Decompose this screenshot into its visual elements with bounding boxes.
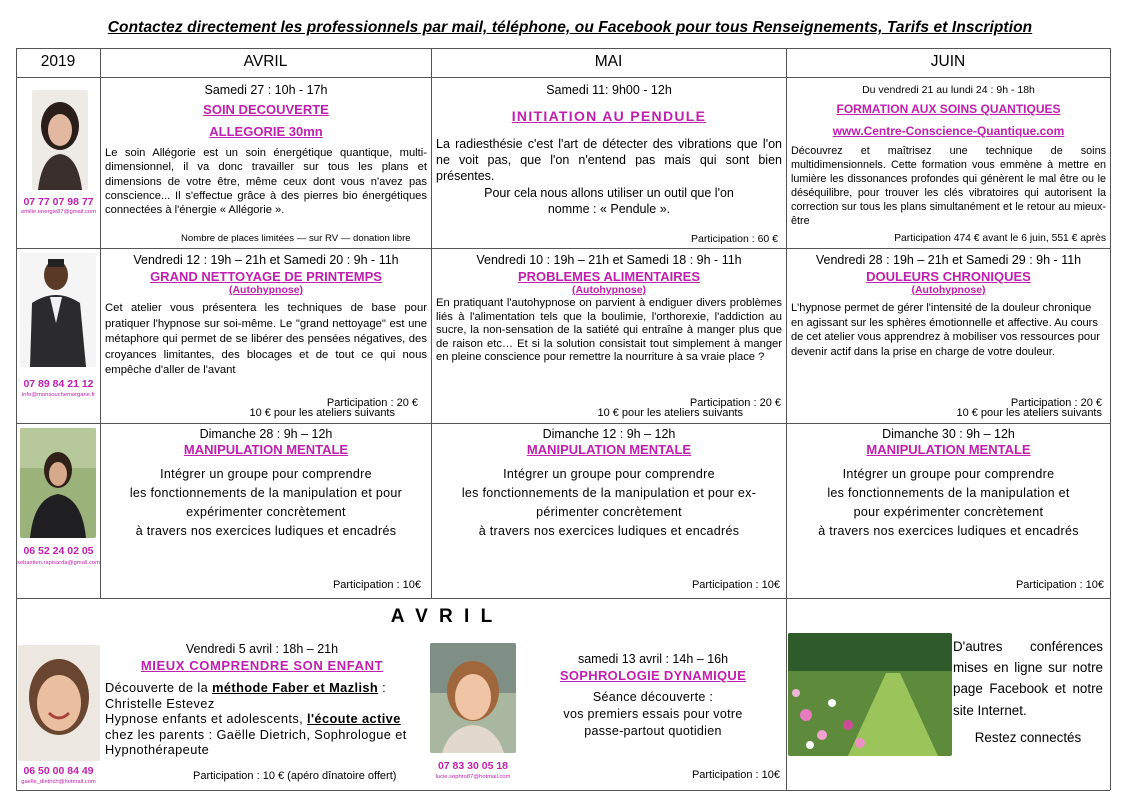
event-title: INITIATION AU PENDULE (511, 108, 707, 124)
event-description: Cet atelier vous présentera les techniques de base pour pratiquer l'hypnose sur soi-même. Le "grand nettoyage" est une métaphore qui permet de se libérer des pensées négatives, des croyances limitantes, des blocages et de tout ce qui nous empêche d'aller de l'avant (105, 302, 427, 376)
event-price-followup: 10 € pour les ateliers suivants (956, 407, 1102, 419)
event-may-alimentaires (432, 249, 786, 423)
event-title: SOPHROLOGIE DYNAMIQUE (559, 668, 747, 683)
event-price-followup: 10 € pour les ateliers suivants (597, 407, 743, 419)
event-title: PROBLEMES ALIMENTAIRES (517, 269, 700, 284)
year-label: 2019 (40, 53, 76, 70)
therapist-photo-4 (18, 645, 100, 761)
event-price-followup: 10 € pour les ateliers suivants (249, 407, 395, 419)
email-1: emilie.energie87@gmail.com (21, 209, 96, 215)
month-april: AVRIL (243, 53, 288, 70)
event-description: La radiesthésie c'est l'art de détecter des vibrations que l'on ne voit pas, que l'on n'entend pas mais qui sont bien présentes. (436, 137, 782, 184)
event-line-4: à travers nos exercices ludiques et encadrés (135, 524, 397, 538)
event-price: Participation : 10€ (691, 579, 780, 591)
event-line-2: vos premiers essais pour votre (563, 707, 743, 721)
bottom-month-title: A V R I L (390, 606, 496, 627)
text-emphasis: l'écoute active (307, 711, 401, 726)
phone-2: 07 89 84 21 12 (23, 378, 94, 390)
event-description: Le soin Allégorie est un soin énergétique quantique, multi-dimensionnel, il va donc travailler sur tous les plans et dimensions de votre être, même ceux dont vous n'avez pas conscience... Il s'effectue grâce à des pierres bio énergétiques connectées à l'énergie « Allégorie ». (105, 147, 427, 217)
phone-1: 07 77 07 98 77 (23, 196, 94, 208)
event-title: FORMATION AUX SOINS QUANTIQUES (836, 102, 1061, 116)
event-price: Participation : 20 € (326, 397, 418, 409)
event-title: MANIPULATION MENTALE (526, 442, 692, 457)
event-line-2: les fonctionnements de la manipulation et pour (129, 486, 403, 500)
event-line-1: Intégrer un groupe pour comprendre (842, 467, 1055, 481)
event-price: Participation : 10€ (691, 769, 780, 781)
event-may-pendule (432, 78, 786, 248)
text-emphasis: méthode Faber et Mazlish (212, 680, 379, 695)
event-title: DOULEURS CHRONIQUES (866, 269, 1031, 284)
therapist-photo-2 (20, 253, 96, 367)
event-jun-formation (787, 78, 1110, 248)
event-date: Samedi 27 : 10h - 17h (204, 83, 328, 97)
event-price: Participation : 10 € (apéro dînatoire offert) (193, 770, 397, 782)
email-4: gaelle_dietrich@hotmail.com (21, 779, 96, 785)
info-panel (953, 636, 1103, 786)
email-5: lucie.sophro87@hotmail.com (435, 774, 511, 780)
event-date: Vendredi 5 avril : 18h – 21h (185, 642, 339, 656)
event-date: Dimanche 30 : 9h – 12h (882, 427, 1015, 441)
month-may: MAI (594, 53, 623, 70)
event-line-1: Intégrer un groupe pour comprendre (503, 467, 715, 481)
therapist-photo-3 (20, 428, 96, 538)
event-line-3: périmenter concrètement (536, 505, 682, 519)
event-title: MANIPULATION MENTALE (183, 442, 349, 457)
event-title: MANIPULATION MENTALE (866, 442, 1031, 457)
event-price: Participation : 10€ (1015, 579, 1104, 591)
therapist-photo-5 (430, 643, 516, 753)
event-date: Samedi 11: 9h00 - 12h (546, 83, 672, 97)
event-price: Participation : 10€ (332, 579, 421, 591)
event-description: En pratiquant l'autohypnose on parvient à endiguer divers problèmes liés à l'alimentation tels que la boulimie, l'orthorexie, l'addiction au sucre, la non-sensation de la satiété qui entraîne à manger plus que de raison etc… Et si la solution consistait tout simplement à manger en pleine conscience pour remettre la nourriture à sa vraie place ? (436, 297, 782, 364)
text-part: Christelle Estevez (105, 695, 215, 711)
event-description-2: Pour cela nous allons utiliser un outil que l'on nomme : « Pendule ». (484, 185, 734, 216)
event-description: L'hypnose permet de gérer l'intensité de la douleur chronique en agissant sur les sphères émotionnelle et affective. Au cours de cet atelier vous apprendrez à mobiliser vos ressources pour devenir actif dans la prise en charge de votre douleur. (791, 302, 1100, 358)
event-title: SOIN DECOUVERTE (203, 102, 329, 117)
text-part: chez les parents : Gaëlle Dietrich, Sophrologue et Hypnothérapeute (105, 726, 407, 757)
event-apr-manipulation (101, 424, 431, 598)
event-line-3: expérimenter concrètement (186, 505, 346, 519)
phone-4: 06 50 00 84 49 (23, 765, 94, 777)
event-line-3: pour expérimenter concrètement (853, 505, 1044, 519)
event-date: Dimanche 12 : 9h – 12h (542, 427, 676, 441)
event-subtitle: (Autohypnose) (571, 284, 647, 296)
page-header: Contactez directement les professionnels par mail, téléphone, ou Facebook pour tous Renseignements, Tarifs et Inscription (107, 19, 1033, 36)
event-title: MIEUX COMPRENDRE SON ENFANT (140, 658, 384, 673)
event-website[interactable]: www.Centre-Conscience-Quantique.com (832, 124, 1065, 138)
event-may-manipulation (432, 424, 786, 598)
event-date: Vendredi 28 : 19h – 21h et Samedi 29 : 9h - 11h (815, 253, 1082, 267)
therapist-photo-1 (32, 90, 88, 190)
event-bottom-sophrologie (520, 648, 786, 790)
info-text: D'autres conférences mises en ligne sur notre page Facebook et notre site Internet. (953, 639, 1103, 718)
event-price: Participation : 20 € (1010, 397, 1102, 409)
event-title: GRAND NETTOYAGE DE PRINTEMPS (150, 269, 382, 284)
event-description (101, 680, 423, 758)
event-date: Vendredi 10 : 19h – 21h et Samedi 18 : 9h - 11h (476, 253, 742, 267)
event-price: Nombre de places limitées — sur RV — donation libre (181, 233, 411, 244)
text-part: : (378, 680, 387, 695)
event-apr-soin (101, 78, 431, 248)
event-date: Vendredi 12 : 19h – 21h et Samedi 20 : 9h - 11h (133, 253, 399, 267)
event-bottom-enfant (101, 640, 423, 790)
phone-5: 07 83 30 05 18 (437, 760, 509, 772)
event-apr-nettoyage (101, 249, 431, 423)
event-date: Du vendredi 21 au lundi 24 : 9h - 18h (862, 84, 1035, 96)
event-line-1: Intégrer un groupe pour comprendre (160, 467, 372, 481)
event-date: samedi 13 avril : 14h – 16h (577, 652, 729, 666)
info-closing: Restez connectés (974, 729, 1082, 745)
event-price: Participation 474 € avant le 6 juin, 551 € après (894, 233, 1106, 244)
email-3: sebastien.rapisarda@gmail.com (17, 560, 100, 566)
event-line-2: les fonctionnements de la manipulation et (827, 486, 1070, 500)
event-subtitle: ALLEGORIE 30mn (209, 124, 323, 139)
phone-3: 06 52 24 02 05 (23, 545, 94, 557)
event-price: Participation : 20 € (689, 397, 781, 409)
text-part: Découverte de la (105, 680, 213, 695)
text-part: Hypnose enfants et adolescents, (105, 711, 308, 726)
event-jun-manipulation (787, 424, 1110, 598)
garden-photo (788, 633, 952, 756)
event-date: Dimanche 28 : 9h – 12h (199, 427, 333, 441)
event-price: Participation : 60 € (691, 233, 778, 245)
event-line-1: Séance découverte : (592, 690, 714, 704)
event-subtitle: (Autohypnose) (911, 284, 986, 296)
event-line-4: à travers nos exercices ludiques et encadrés (478, 524, 740, 538)
event-line-4: à travers nos exercices ludiques et encadrés (818, 524, 1079, 538)
email-2: info@monsouchemorgane.fr (21, 392, 96, 398)
event-jun-douleurs (787, 249, 1110, 423)
event-line-2: les fonctionnements de la manipulation et pour ex- (461, 486, 757, 500)
month-june: JUIN (930, 53, 966, 70)
event-subtitle: (Autohypnose) (228, 284, 304, 296)
event-description: Découvrez et maîtrisez une technique de soins multidimensionnels. Cette formation vous emmène à mettre en lumière les dissonances profondes qui génèrent le mal être ou le déséquilibre, pour trouver les clés vibratoires qui autorisent la correction sur tous les plans simultanément et le retour au mieux-être (791, 145, 1106, 227)
event-line-3: passe-partout quotidien (584, 724, 722, 738)
